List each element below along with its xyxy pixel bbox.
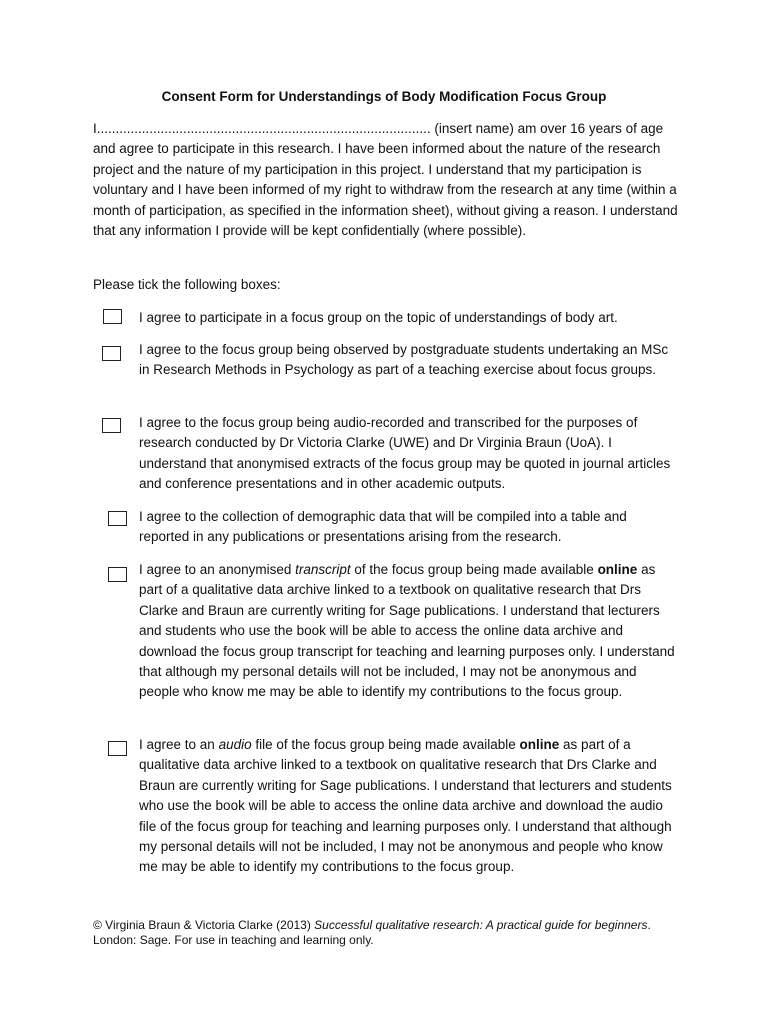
footer-book-title: Successful qualitative research: A practical guide for beginners	[314, 918, 648, 932]
footer-publisher: . London: Sage. For use in teaching and learning only.	[93, 918, 651, 947]
consent-item-text-start: I agree to an anonymised	[139, 562, 296, 577]
consent-checkbox[interactable]	[108, 567, 127, 582]
consent-item-text-end: as part of a qualitative data archive linked to a textbook on qualitative research that Drs Clarke and Braun are currently writing for Sage publications. I understand that lecturers and students who use the book will be able to access the online data archive and download the focus group transcript for teaching and learning purposes only. I understand that although my personal details will not be included, I may not be anonymous and people who know me may be able to identify my contributions to the focus group.	[139, 562, 675, 700]
consent-item-text-start: I agree to an	[139, 737, 219, 752]
emphasis-transcript: transcript	[295, 562, 351, 577]
emphasis-audio: audio	[218, 737, 252, 752]
form-title: Consent Form for Understandings of Body Modification Focus Group	[161, 89, 607, 104]
consent-checkbox[interactable]	[102, 418, 121, 433]
consent-checkbox[interactable]	[108, 511, 127, 526]
copyright-footer	[93, 918, 693, 948]
consent-item-text: I agree to participate in a focus group on the topic of understandings of body art.	[139, 310, 618, 325]
consent-item-text: I agree to the focus group being observed by postgraduate students undertaking an MSc in Research Methods in Psychology as part of a teaching exercise about focus groups.	[139, 342, 669, 378]
consent-checkbox[interactable]	[103, 309, 122, 324]
consent-checkbox[interactable]	[108, 741, 127, 756]
consent-item-text	[139, 560, 679, 703]
name-blank-line[interactable]: I.........................................................................................	[93, 121, 431, 136]
consent-item-text-mid: of the focus group being made available	[350, 562, 598, 577]
consent-item-text-mid: file of the focus group being made available	[251, 737, 520, 752]
consent-item-text	[139, 735, 679, 878]
footer-copyright: © Virginia Braun & Victoria Clarke (2013)	[93, 918, 315, 932]
tick-instruction: Please tick the following boxes:	[93, 277, 281, 292]
consent-checkbox[interactable]	[102, 346, 121, 361]
emphasis-online: online	[597, 562, 638, 577]
intro-paragraph	[93, 119, 678, 241]
emphasis-online: online	[519, 737, 560, 752]
consent-item-text: I agree to the collection of demographic data that will be compiled into a table and reported in any publications or presentations arising from the research.	[139, 509, 627, 545]
intro-text: (insert name) am over 16 years of age and agree to participate in this research. I have been informed about the nature of the research project and the nature of my participation in this project. I understand that my participation is voluntary and I have been informed of my right to withdraw from the research at any time (within a month of participation, as specified in the information sheet), without giving a reason. I understand that any information I provide will be kept confidentially (where possible).	[93, 121, 678, 239]
consent-item-text: I agree to the focus group being audio-recorded and transcribed for the purposes of research conducted by Dr Victoria Clarke (UWE) and Dr Virginia Braun (UoA). I understand that anonymised extracts of the focus group may be quoted in journal articles and conference presentations and in other academic outputs.	[139, 415, 671, 492]
consent-item-text-end: as part of a qualitative data archive linked to a textbook on qualitative research that Drs Clarke and Braun are currently writing for Sage publications. I understand that lecturers and students who use the book will be able to access the online data archive and download the audio file of the focus group for teaching and learning purposes only. I understand that although my personal details will not be included, I may not be anonymous and people who know me may be able to identify my contributions to the focus group.	[139, 737, 672, 875]
